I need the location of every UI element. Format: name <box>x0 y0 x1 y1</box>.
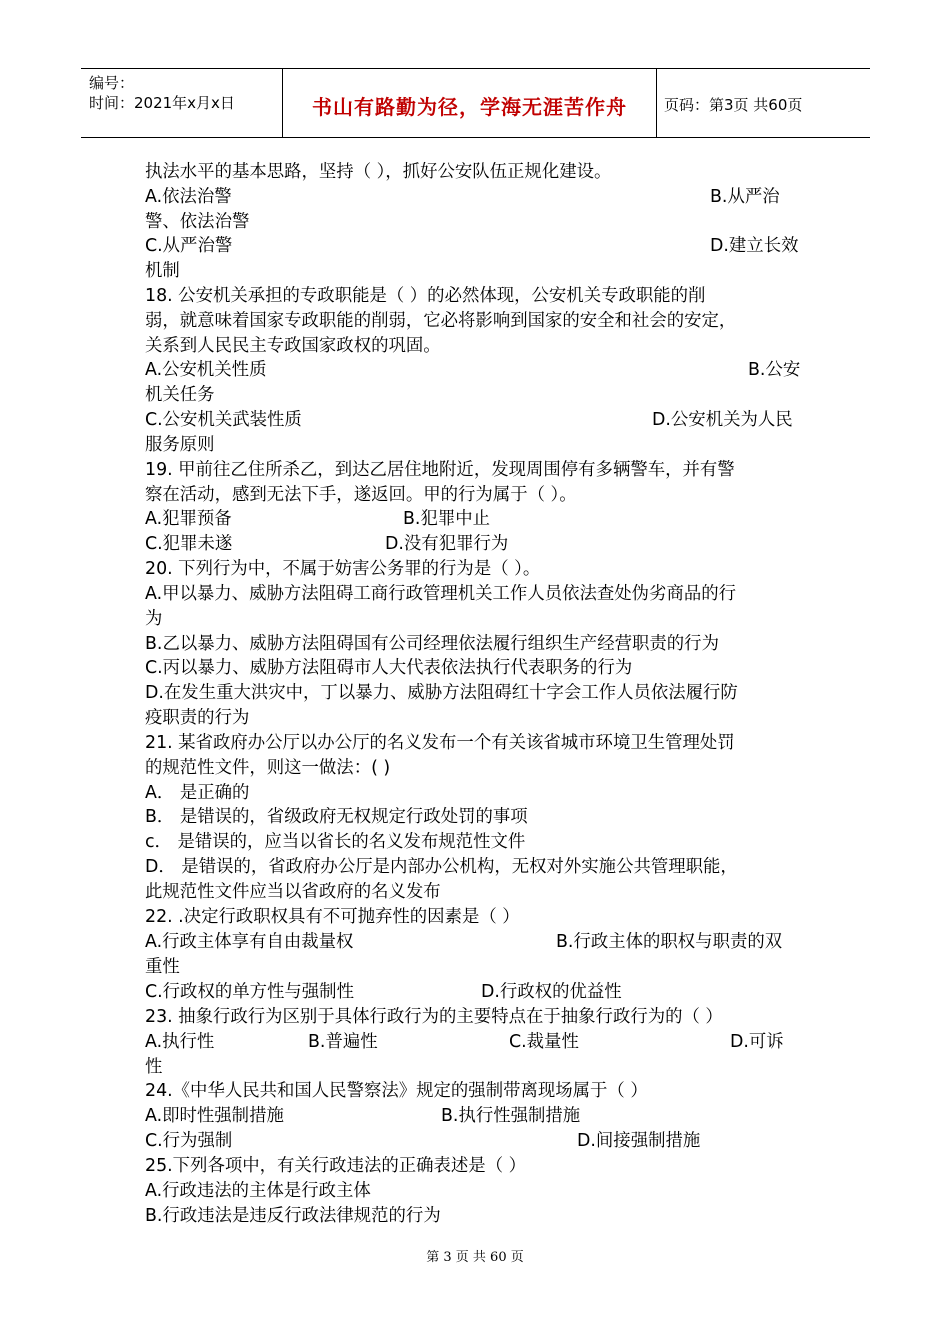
option-c: C.行为强制 <box>145 1131 233 1151</box>
option-a: A.依法治警 <box>145 187 232 207</box>
option-c: C.裁量性 <box>509 1032 579 1052</box>
option-c: C.公安机关武装性质 <box>145 410 302 430</box>
option-c: C.丙以暴力、威胁方法阻碍市人大代表依法执行代表职务的行为 <box>145 658 633 678</box>
header-motto: 书山有路勤为径，学海无涯苦作舟 <box>312 95 627 119</box>
question-24: 24.《中华人民共和国人民警察法》规定的强制带离现场属于（ ） <box>145 1081 648 1101</box>
option-c: c． 是错误的，应当以省长的名义发布规范性文件 <box>145 832 526 852</box>
text-line: 性 <box>145 1057 163 1077</box>
text-line: 此规范性文件应当以省政府的名义发布 <box>145 882 441 902</box>
header-table <box>81 68 870 138</box>
text-line: 重性 <box>145 957 180 977</box>
option-a: A.行政违法的主体是行政主体 <box>145 1181 371 1201</box>
question-22: 22. .决定行政职权具有不可抛弃性的因素是（ ） <box>145 907 520 927</box>
option-d: D.建立长效 <box>710 236 799 256</box>
option-a: A.即时性强制措施 <box>145 1106 284 1126</box>
option-d: D． 是错误的，省政府办公厅是内部办公机构，无权对外实施公共管理职能， <box>145 857 738 877</box>
header-page-info: 页码：第3页 共60页 <box>664 96 803 114</box>
text-line: 机制 <box>145 261 180 281</box>
option-a: A.公安机关性质 <box>145 360 267 380</box>
option-b: B． 是错误的，省级政府无权规定行政处罚的事项 <box>145 807 528 827</box>
option-d: D.没有犯罪行为 <box>385 534 509 554</box>
option-a: A.犯罪预备 <box>145 509 232 529</box>
option-d: D.可诉 <box>730 1032 784 1052</box>
option-a: A.行政主体享有自由裁量权 <box>145 932 354 952</box>
option-b: B.从严治 <box>710 187 780 207</box>
option-a: A.甲以暴力、威胁方法阻碍工商行政管理机关工作人员依法查处伪劣商品的行 <box>145 584 737 604</box>
text-line: 疫职责的行为 <box>145 708 250 728</box>
text-line: 服务原则 <box>145 435 215 455</box>
option-d: D.间接强制措施 <box>577 1131 701 1151</box>
option-b: B.行政违法是违反行政法律规范的行为 <box>145 1206 441 1226</box>
option-c: C.犯罪未遂 <box>145 534 233 554</box>
question-25: 25.下列各项中，有关行政违法的正确表述是（ ） <box>145 1156 526 1176</box>
question-23: 23. 抽象行政行为区别于具体行政行为的主要特点在于抽象行政行为的（ ） <box>145 1007 723 1027</box>
text-line: 执法水平的基本思路，坚持（ ），抓好公安队伍正规化建设。 <box>145 162 612 182</box>
header-divider <box>656 69 657 137</box>
header-meta <box>89 73 235 113</box>
question-19: 19. 甲前往乙住所杀乙，到达乙居住地附近，发现周围停有多辆警车，并有警 <box>145 460 735 480</box>
option-d: D.公安机关为人民 <box>652 410 793 430</box>
text-line: 的规范性文件，则这一做法：( ) <box>145 758 391 778</box>
text-line: 察在活动，感到无法下手，遂返回。甲的行为属于（ ）。 <box>145 485 577 505</box>
text-line: 警、依法治警 <box>145 212 250 232</box>
question-18: 18. 公安机关承担的专政职能是（ ）的必然体现，公安机关专政职能的削 <box>145 286 706 306</box>
option-a: A． 是正确的 <box>145 783 250 803</box>
page-footer: 第 3 页 共 60 页 <box>426 1250 524 1265</box>
question-21: 21. 某省政府办公厅以办公厅的名义发布一个有关该省城市环境卫生管理处罚 <box>145 733 735 753</box>
option-b: B.乙以暴力、威胁方法阻碍国有公司经理依法履行组织生产经营职责的行为 <box>145 634 719 654</box>
question-20: 20. 下列行为中，不属于妨害公务罪的行为是（ ）。 <box>145 559 541 579</box>
text-line: 弱，就意味着国家专政职能的削弱，它必将影响到国家的安全和社会的安定， <box>145 311 737 331</box>
option-b: B.普遍性 <box>308 1032 378 1052</box>
text-line: 机关任务 <box>145 385 215 405</box>
option-b: B.执行性强制措施 <box>441 1106 581 1126</box>
option-d: D.在发生重大洪灾中，丁以暴力、威胁方法阻碍红十字会工作人员依法履行防 <box>145 683 738 703</box>
time-label: 时间：2021年x月x日 <box>89 94 235 112</box>
text-line: 关系到人民民主专政国家政权的巩固。 <box>145 336 441 356</box>
option-b: B.行政主体的职权与职责的双 <box>556 932 783 952</box>
option-b: B.犯罪中止 <box>403 509 491 529</box>
option-d: D.行政权的优益性 <box>481 982 622 1002</box>
text-line: 为 <box>145 609 163 629</box>
option-b: B.公安 <box>748 360 801 380</box>
option-a: A.执行性 <box>145 1032 215 1052</box>
number-label: 编号： <box>89 74 135 92</box>
option-c: C.从严治警 <box>145 236 233 256</box>
option-c: C.行政权的单方性与强制性 <box>145 982 354 1002</box>
